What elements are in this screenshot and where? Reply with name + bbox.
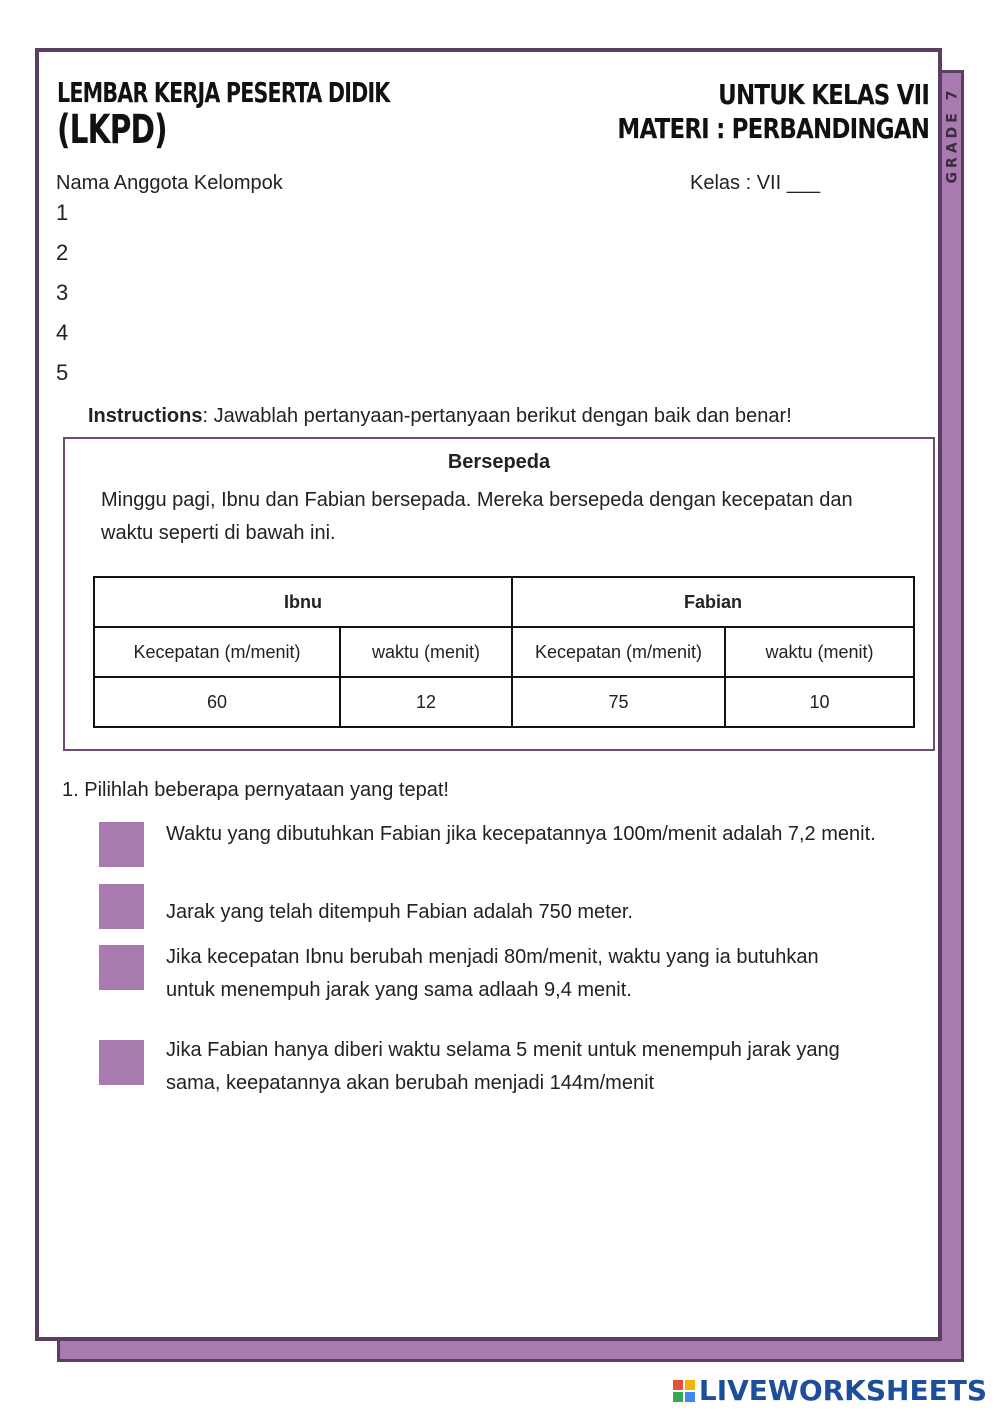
option-checkbox[interactable] <box>99 822 144 867</box>
table-header-row <box>94 577 914 627</box>
data-table <box>93 576 915 728</box>
option-2 <box>99 884 916 929</box>
grade-tab-label: GRADE 7 <box>944 86 960 184</box>
instructions <box>88 405 792 428</box>
brand-name: LIVEWORKSHEETS <box>698 1374 987 1407</box>
title-line-2: (LKPD) <box>57 107 167 154</box>
class-info <box>549 78 929 145</box>
member-number: 1 <box>56 200 69 225</box>
member-number: 2 <box>56 240 69 265</box>
member-number: 3 <box>56 280 69 305</box>
instructions-text: : Jawablah pertanyaan-pertanyaan berikut dengan baik dan benar! <box>202 405 792 427</box>
table-column-row <box>94 627 914 677</box>
member-number: 5 <box>56 360 69 385</box>
column-header: waktu (menit) <box>340 627 512 677</box>
table-row <box>94 677 914 727</box>
option-text: Jika kecepatan Ibnu berubah menjadi 80m/menit, waktu yang ia butuhkan untuk menempuh jarak yang sama adlaah 9,4 menit. <box>166 946 819 1001</box>
column-header: Kecepatan (m/menit) <box>512 627 725 677</box>
option-checkbox[interactable] <box>99 884 144 929</box>
option-checkbox[interactable] <box>99 1040 144 1085</box>
option-text: Jarak yang telah ditempuh Fabian adalah 750 meter. <box>166 901 633 923</box>
question-text: 1. Pilihlah beberapa pernyataan yang tepat! <box>62 779 449 801</box>
option-4 <box>99 1040 856 1100</box>
option-3 <box>99 945 846 1007</box>
logo-mark-icon <box>673 1380 695 1402</box>
member-number: 4 <box>56 320 69 345</box>
column-header: Kecepatan (m/menit) <box>94 627 340 677</box>
option-text: Waktu yang dibutuhkan Fabian jika kecepatannya 100m/menit adalah 7,2 menit. <box>166 823 876 845</box>
grade-tab <box>940 80 964 190</box>
class-label: Kelas : VII ___ <box>690 172 821 194</box>
worksheet-title <box>57 76 462 154</box>
option-checkbox[interactable] <box>99 945 144 990</box>
title-line-1: LEMBAR KERJA PESERTA DIDIK <box>57 76 390 109</box>
topic-title: MATERI : PERBANDINGAN <box>617 111 929 145</box>
group-header-ibnu: Ibnu <box>94 577 512 627</box>
liveworksheets-logo <box>673 1374 987 1407</box>
group-members-label: Nama Anggota Kelompok <box>56 172 283 194</box>
story-title: Bersepeda <box>447 451 551 473</box>
option-1 <box>99 822 916 867</box>
table-cell: 60 <box>94 677 340 727</box>
story-text: Minggu pagi, Ibnu dan Fabian bersepada. Mereka bersepeda dengan kecepatan dan waktu seperti di bawah ini. <box>101 489 853 544</box>
instructions-label: Instructions <box>88 405 203 427</box>
group-header-fabian: Fabian <box>512 577 914 627</box>
table-cell: 75 <box>512 677 725 727</box>
table-cell: 12 <box>340 677 512 727</box>
option-text: Jika Fabian hanya diberi waktu selama 5 menit untuk menempuh jarak yang sama, keepatannya akan berubah menjadi 144m/menit <box>166 1039 840 1094</box>
class-title: UNTUK KELAS VII <box>718 78 929 111</box>
column-header: waktu (menit) <box>725 627 914 677</box>
table-cell: 10 <box>725 677 914 727</box>
